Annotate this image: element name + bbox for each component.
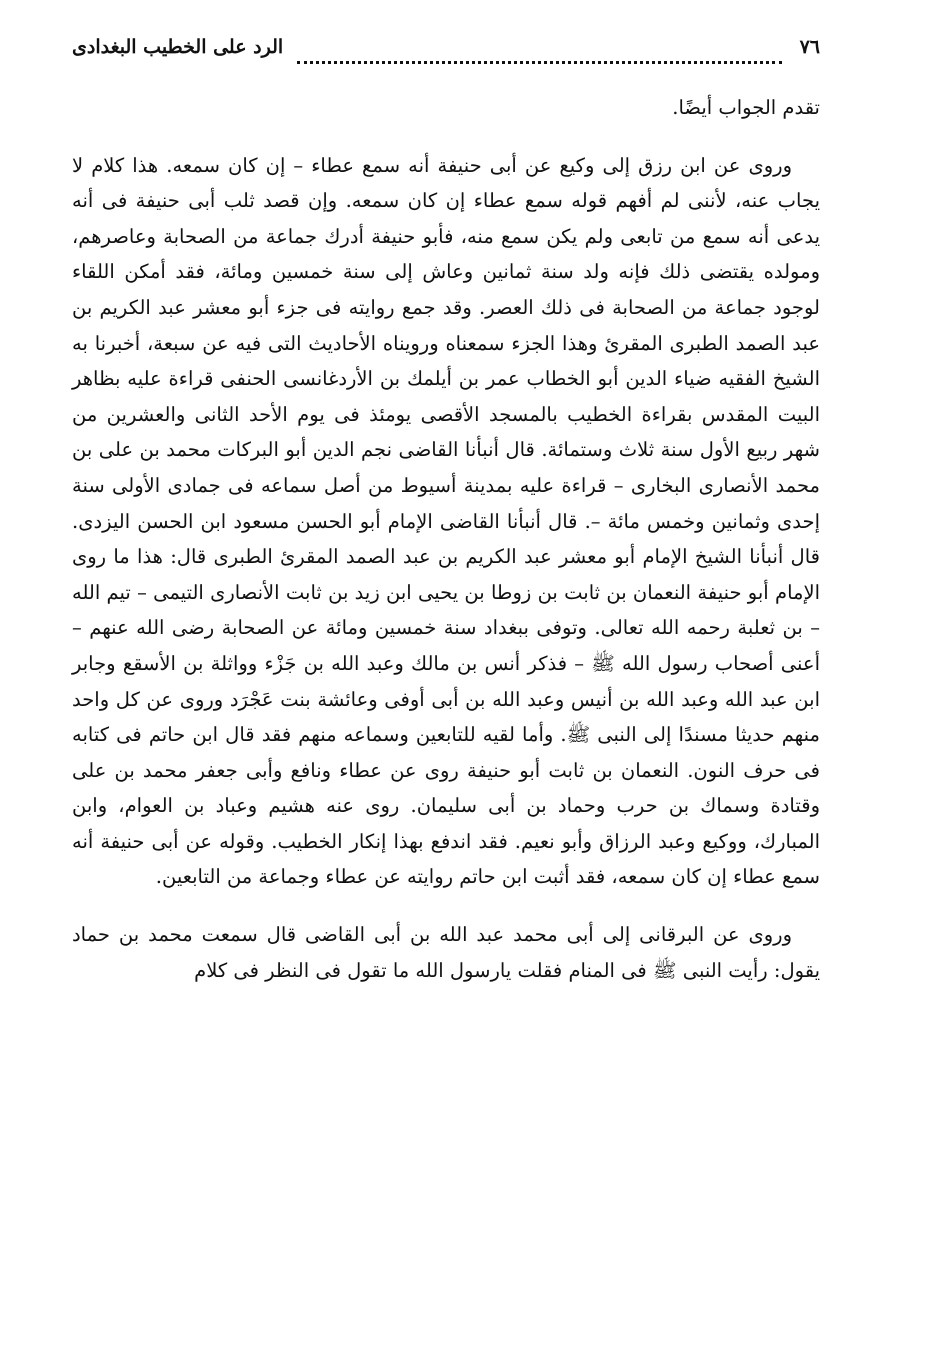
page-header (72, 36, 820, 76)
book-page (72, 36, 820, 988)
paragraph-1: تقدم الجواب أيضًا. (672, 96, 820, 119)
running-title: الرد على الخطيب البغدادى (72, 36, 284, 58)
dotted-leader (297, 49, 781, 64)
paragraph-2: وروى عن ابن رزق إلى وكيع عن أبى حنيفة أنه سمع عطاء – إن كان سمعه. هذا كلام لا يجاب عنه، لأننى لم أفهم قوله سمع عطاء إن كان سمعه. وإن قصد ثلب أبى حنيفة فى أنه يدعى أنه سمع من تابعى ولم يكن سمع منه، فأبو حنيفة أدرك جماعة من الصحابة وعاصرهم، ومولده يقتضى ذلك فإنه ولد سنة ثمانين وعاش إلى سنة خمسين ومائة، فقد أمكن اللقاء لوجود جماعة من الصحابة فى ذلك العصر. وقد جمع روايته فى جزء أبو معشر عبد الكريم بن عبد الصمد الطبرى المقرئ وهذا الجزء سمعناه ورويناه الأحاديث التى فيه عن سبعة، أخبرنا به الشيخ الفقيه ضياء الدين أبو الخطاب عمر بن أيلمك بن الأردغانسى الحنفى قراءة عليه بظاهر البيت المقدس بقراءة الخطيب بالمسجد الأقصى يومئذ فى يوم الأحد الثانى والعشرين من شهر ربيع الأول سنة ثلاث وستمائة. قال أنبأنا القاضى نجم الدين أبو البركات محمد بن على بن محمد الأنصارى البخارى – قراءة عليه بمدينة أسيوط من أصل سماعه فى جمادى الأولى سنة إحدى وثمانين وخمس مائة –. قال أنبأنا القاضى الإمام أبو الحسن مسعود ابن الحسن اليزدى. قال أنبأنا الشيخ الإمام أبو معشر عبد الكريم بن عبد الصمد المقرئ الطبرى قال: هذا ما روى الإمام أبو حنيفة النعمان بن ثابت بن زوطا بن يحيى ابن زيد بن ثابت الأنصارى التيمى – تيم الله – بن ثعلبة رحمه الله تعالى. وتوفى ببغداد سنة خمسين ومائة عن الصحابة رضى الله عنهم – أعنى أصحاب رسول الله ﷺ – فذكر أنس بن مالك وعبد الله بن جَزْء وواثلة بن الأسقع وجابر ابن عبد الله وعبد الله بن أنيس وعبد الله بن أبى أوفى وعائشة بنت عَجْرَد وروى عن كل واحد منهم حديثا مسندًا إلى النبى ﷺ. وأما لقيه للتابعين وسماعه منهم فقد قال ابن حاتم فى كتابه فى حرف النون. النعمان بن ثابت أبو حنيفة روى عن عطاء ونافع وأبى جعفر محمد بن على وقتادة وسماك بن حرب وحماد بن أبى سليمان. روى عنه هشيم وعباد بن العوام، وابن المبارك، ووكيع وعبد الرزاق وأبو نعيم. فقد اندفع بهذا إنكار الخطيب. وقوله عن أبى حنيفة أنه سمع عطاء إن كان سمعه، فقد أثبت ابن حاتم روايته عن عطاء وجماعة من التابعين. (72, 153, 820, 889)
paragraph-3: وروى عن البرقانى إلى أبى محمد عبد الله بن أبى القاضى قال سمعت محمد بن حماد يقول: رأيت النبى ﷺ فى المنام فقلت يارسول الله ما تقول فى النظر فى كلام (72, 923, 820, 982)
page-number: ٧٦ (799, 36, 820, 58)
